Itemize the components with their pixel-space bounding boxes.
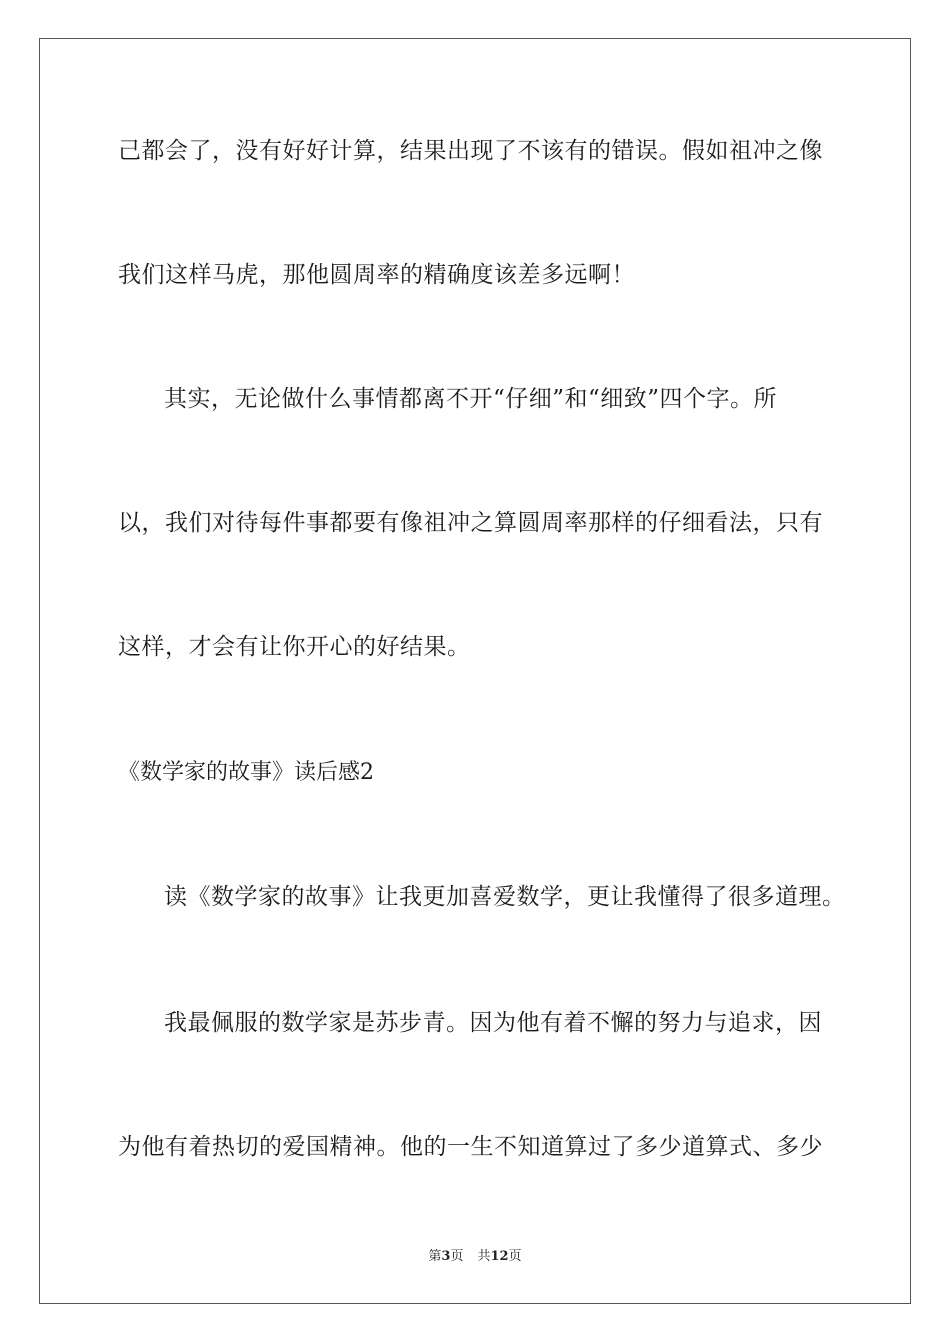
total-prefix: 共 xyxy=(477,1249,491,1264)
paragraph-first-line: 读《数学家的故事》让我更加喜爱数学，更让我懂得了很多道理。 xyxy=(164,884,846,910)
page-footer xyxy=(0,1248,950,1266)
page-prefix: 第 xyxy=(428,1249,442,1264)
total-unit: 页 xyxy=(508,1249,522,1264)
text-line: 以，我们对待每件事都要有像祖冲之算圆周率那样的仔细看法，只有 xyxy=(118,510,823,536)
paragraph-first-line: 我最佩服的数学家是苏步青。因为他有着不懈的努力与追求，因 xyxy=(164,1010,822,1036)
text-line: 己都会了，没有好好计算，结果出现了不该有的错误。假如祖冲之像 xyxy=(118,138,823,164)
text-line: 这样，才会有让你开心的好结果。 xyxy=(118,634,471,660)
section-heading: 《数学家的故事》读后感2 xyxy=(118,760,374,785)
paragraph-first-line: 其实，无论做什么事情都离不开“仔细”和“细致”四个字。所 xyxy=(164,386,778,412)
page-unit: 页 xyxy=(450,1249,464,1264)
text-line: 为他有着热切的爱国精神。他的一生不知道算过了多少道算式、多少 xyxy=(118,1134,823,1160)
text-line: 我们这样马虎，那他圆周率的精确度该差多远啊！ xyxy=(118,262,635,288)
current-page-number: 3 xyxy=(441,1249,451,1264)
total-page-count: 12 xyxy=(490,1249,509,1264)
page-frame xyxy=(39,38,911,1304)
